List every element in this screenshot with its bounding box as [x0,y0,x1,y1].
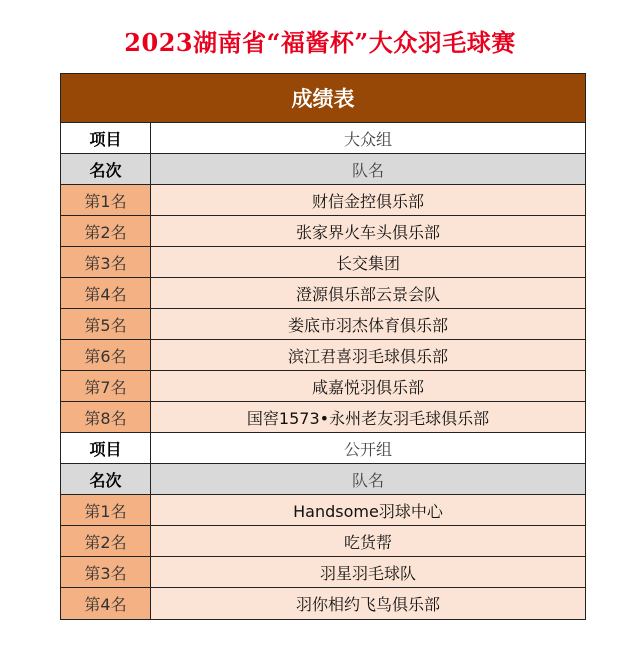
rank-cell: 第2名 [61,216,151,246]
rank-cell: 第1名 [61,185,151,215]
table-row [61,309,585,340]
table-row [61,526,585,557]
team-cell: 吃货帮 [343,532,392,552]
team-cell: 长交集团 [335,253,400,273]
team-column-header: 队名 [351,470,384,490]
rank-cell: 第6名 [61,340,151,370]
rank-column-header: 名次 [61,154,151,184]
table-row [61,216,585,247]
table-row [61,557,585,588]
team-cell: 财信金控俱乐部 [311,191,424,211]
item-label: 项目 [61,433,151,463]
team-cell: Handsome羽球中心 [293,501,443,521]
table-row [61,340,585,371]
column-header-row [61,154,585,185]
column-header-row [61,464,585,495]
rank-cell: 第3名 [61,557,151,587]
rank-cell: 第4名 [61,278,151,308]
group-row [61,433,585,464]
table-header: 成绩表 [61,74,585,123]
rank-cell: 第3名 [61,247,151,277]
group-name: 公开组 [343,439,392,459]
team-cell: 娄底市羽杰体育俱乐部 [287,315,448,335]
table-row [61,247,585,278]
team-cell: 咸嘉悦羽俱乐部 [311,377,424,397]
team-cell: 羽星羽毛球队 [319,563,416,583]
rank-cell: 第5名 [61,309,151,339]
table-row [61,402,585,433]
table-row [61,371,585,402]
rank-cell: 第4名 [61,588,151,619]
table-row [61,278,585,309]
rank-cell: 第8名 [61,402,151,432]
team-cell: 羽你相约飞鸟俱乐部 [295,595,440,614]
results-table [60,73,586,620]
team-column-header: 队名 [351,160,384,180]
team-cell: 滨江君喜羽毛球俱乐部 [287,346,448,366]
page-title: 2023湖南省“福酱杯”大众羽毛球赛 [124,28,516,57]
group-name: 大众组 [343,129,392,149]
team-cell: 张家界火车头俱乐部 [295,222,440,242]
rank-cell: 第1名 [61,495,151,525]
table-row [61,588,585,619]
rank-cell: 第7名 [61,371,151,401]
table-row [61,185,585,216]
team-cell: 国窖1573•永州老友羽毛球俱乐部 [246,408,490,428]
group-row [61,123,585,154]
table-row [61,495,585,526]
team-cell: 澄源俱乐部云景会队 [295,284,440,304]
rank-column-header: 名次 [61,464,151,494]
item-label: 项目 [61,123,151,153]
rank-cell: 第2名 [61,526,151,556]
